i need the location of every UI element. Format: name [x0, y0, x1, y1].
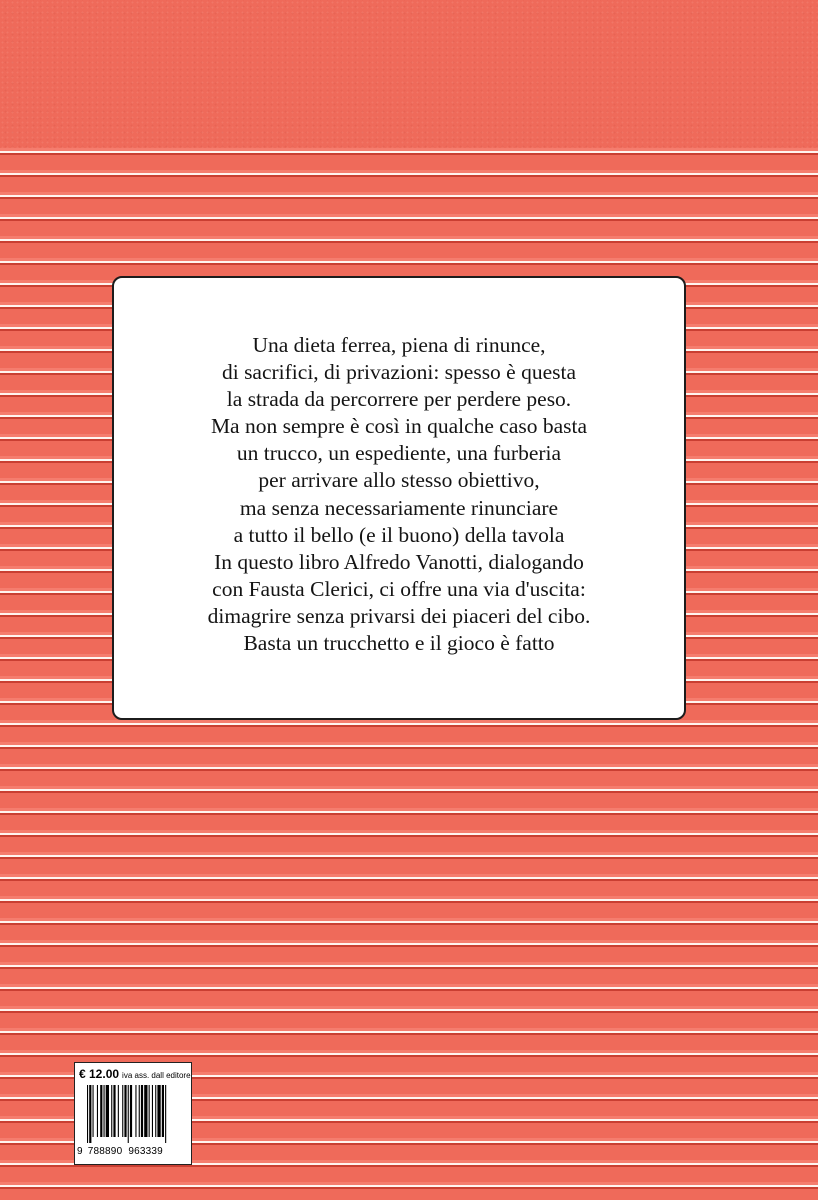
blurb-box	[112, 276, 686, 720]
blurb-line: Una dieta ferrea, piena di rinunce,	[252, 333, 546, 357]
barcode-bar	[93, 1085, 94, 1137]
barcode-bar	[135, 1085, 136, 1137]
blurb-line: Ma non sempre è così in qualche caso basta	[210, 414, 588, 439]
price-line	[79, 1067, 191, 1081]
barcode-bar	[104, 1085, 105, 1137]
vat-note: iva ass. dall editore	[122, 1071, 191, 1080]
barcode-bar	[149, 1085, 150, 1137]
barcode-bar	[165, 1085, 166, 1143]
barcode-bar	[124, 1085, 126, 1137]
barcode-bar	[106, 1085, 109, 1137]
barcode-bar	[87, 1085, 88, 1143]
blurb-line: In questo libro Alfredo Vanotti, dialogando	[214, 549, 584, 574]
blurb-line: per arrivare allo stesso obiettivo,	[258, 468, 540, 493]
blurb-line: un trucco, un espediente, una furberia	[236, 441, 562, 466]
blurb-line: dimagrire senza privarsi dei piaceri del cibo.	[207, 603, 591, 628]
barcode-bar	[128, 1085, 129, 1143]
barcode-bar	[152, 1085, 153, 1137]
barcode-bar	[100, 1085, 102, 1137]
barcode-bar	[157, 1085, 160, 1137]
blurb-text	[124, 332, 674, 657]
barcode-bar	[141, 1085, 143, 1137]
barcode-digits	[77, 1146, 189, 1157]
barcode-bar	[162, 1085, 164, 1137]
price-amount: € 12.00	[79, 1067, 120, 1081]
blurb-line: ma senza necessariamente rinunciare	[239, 495, 559, 520]
barcode-bar	[113, 1085, 115, 1137]
barcode-lead-digit: 9	[77, 1146, 83, 1157]
blurb-line: la strada da percorrere per perdere peso.	[226, 387, 572, 412]
barcode-bar	[139, 1085, 140, 1137]
blurb-line: a tutto il bello (e il buono) della tavola	[233, 522, 565, 547]
blurb-line: Basta un trucchetto e il gioco è fatto	[243, 631, 555, 656]
barcode-bar	[144, 1085, 147, 1137]
barcode-bar	[122, 1085, 123, 1137]
barcode-group-2: 963339	[128, 1146, 163, 1157]
blurb-line: con Fausta Clerici, ci offre una via d'uscita:	[212, 576, 586, 601]
isbn-barcode	[87, 1085, 187, 1143]
barcode-bar	[130, 1085, 132, 1137]
barcode-group-1: 788890	[87, 1146, 123, 1157]
barcode-bar	[97, 1085, 98, 1137]
blurb-line: di sacrifici, di privazioni: spesso è questa	[221, 360, 577, 385]
barcode-bar	[118, 1085, 119, 1137]
barcode-bar	[89, 1085, 91, 1143]
barcode-bar	[111, 1085, 112, 1137]
barcode-bar	[155, 1085, 156, 1137]
price-barcode-label	[74, 1062, 192, 1165]
